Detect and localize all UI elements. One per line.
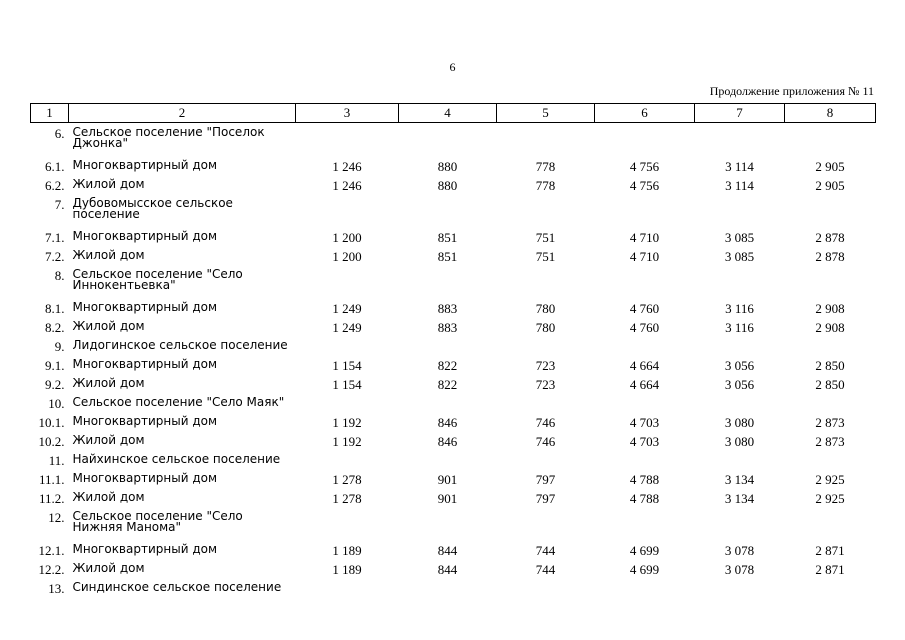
- row-value: 1 192: [332, 415, 362, 430]
- row-value: [595, 123, 695, 161]
- row-value: [595, 454, 695, 473]
- row-value: 2 878: [815, 230, 845, 245]
- row-value: 2 925: [815, 472, 845, 487]
- row-value: 4 699: [629, 543, 660, 558]
- row-value: 2 925: [815, 491, 845, 506]
- row-value: 3 114: [725, 178, 754, 193]
- row-value: 4 703: [629, 434, 660, 449]
- row-value: [595, 340, 695, 359]
- row-number: 13.: [48, 581, 65, 596]
- row-value: [785, 269, 876, 302]
- row-value: [296, 511, 399, 544]
- header-cell: 5: [497, 104, 595, 123]
- row-value: 778: [535, 159, 556, 174]
- row-value: [497, 397, 595, 416]
- row-value: 3 134: [724, 491, 755, 506]
- row-value: 2 905: [815, 159, 845, 174]
- row-value: 2 871: [815, 543, 845, 558]
- row-number: 6.2.: [45, 178, 65, 193]
- row-value: [695, 454, 785, 473]
- row-value: 2 871: [815, 562, 845, 577]
- data-table: [30, 103, 876, 601]
- row-value: 2 908: [815, 320, 845, 335]
- row-number: 9.2.: [45, 377, 65, 392]
- row-name: Сельское поселение "Село Нижняя Манома": [72, 509, 243, 534]
- row-value: 3 056: [724, 358, 755, 373]
- row-value: 2 878: [815, 249, 845, 264]
- row-name: Многоквартирный дом: [72, 542, 218, 556]
- row-number: 6.1.: [45, 159, 65, 174]
- row-value: 3 080: [724, 434, 755, 449]
- row-value: 1 189: [332, 543, 362, 558]
- row-value: [785, 340, 876, 359]
- row-value: 797: [535, 472, 556, 487]
- header-cell: 8: [785, 104, 876, 123]
- row-value: 1 246: [332, 178, 362, 193]
- row-value: 901: [437, 472, 458, 487]
- row-value: [695, 123, 785, 161]
- row-value: 4 703: [629, 415, 660, 430]
- row-name: Многоквартирный дом: [72, 471, 218, 485]
- row-value: 1 278: [332, 491, 362, 506]
- row-name: Жилой дом: [72, 561, 145, 575]
- row-number: 11.2.: [38, 491, 65, 506]
- row-value: 3 134: [724, 472, 755, 487]
- table-row: [31, 269, 876, 302]
- row-value: [695, 269, 785, 302]
- row-value: 1 192: [332, 434, 362, 449]
- row-value: 880: [437, 178, 458, 193]
- table-row: [31, 473, 876, 492]
- row-name: Многоквартирный дом: [72, 414, 218, 428]
- row-value: [695, 340, 785, 359]
- row-value: 744: [535, 562, 556, 577]
- row-value: [497, 123, 595, 161]
- row-value: [695, 511, 785, 544]
- table-row: [31, 359, 876, 378]
- row-value: 851: [437, 249, 458, 264]
- row-name: Синдинское сельское поселение: [72, 580, 282, 594]
- header-row: [31, 104, 876, 123]
- row-value: [296, 340, 399, 359]
- row-number: 8.: [54, 268, 65, 283]
- table-row: [31, 302, 876, 321]
- row-value: [497, 340, 595, 359]
- row-name: Сельское поселение "Село Иннокентьевка": [72, 267, 243, 292]
- row-value: 1 200: [332, 230, 362, 245]
- row-name: Жилой дом: [72, 433, 145, 447]
- row-value: 1 154: [332, 358, 362, 373]
- table-row: [31, 511, 876, 544]
- row-value: 751: [535, 230, 556, 245]
- row-number: 11.: [48, 453, 65, 468]
- row-value: [785, 123, 876, 161]
- row-value: [497, 511, 595, 544]
- row-number: 7.2.: [45, 249, 65, 264]
- row-value: 4 788: [629, 472, 660, 487]
- row-value: [399, 454, 497, 473]
- row-value: 1 189: [332, 562, 362, 577]
- row-value: 4 664: [629, 358, 660, 373]
- row-value: 846: [437, 415, 458, 430]
- row-value: 751: [535, 249, 556, 264]
- table-row: [31, 123, 876, 161]
- row-value: [296, 397, 399, 416]
- row-value: 797: [535, 491, 556, 506]
- row-number: 8.1.: [45, 301, 65, 316]
- row-value: 844: [437, 562, 458, 577]
- row-value: 846: [437, 434, 458, 449]
- row-value: [695, 397, 785, 416]
- row-name: Многоквартирный дом: [72, 229, 218, 243]
- row-value: 780: [535, 301, 556, 316]
- table-row: [31, 231, 876, 250]
- row-name: Многоквартирный дом: [72, 158, 218, 172]
- row-value: 880: [437, 159, 458, 174]
- table-body: [31, 123, 876, 602]
- row-value: 2 908: [815, 301, 845, 316]
- row-value: 3 056: [724, 377, 755, 392]
- row-value: 4 710: [629, 230, 660, 245]
- row-value: [595, 269, 695, 302]
- row-value: 778: [535, 178, 556, 193]
- row-name: Дубовомысское сельское поселение: [72, 196, 233, 221]
- row-value: [296, 454, 399, 473]
- row-number: 12.: [48, 510, 65, 525]
- row-value: [399, 397, 497, 416]
- header-cell: 4: [399, 104, 497, 123]
- row-name: Найхинское сельское поселение: [72, 452, 281, 466]
- row-name: Сельское поселение "Село Маяк": [72, 395, 285, 409]
- row-value: [785, 198, 876, 231]
- row-name: Сельское поселение "Поселок Джонка": [72, 125, 265, 150]
- row-value: [296, 582, 399, 601]
- row-value: [497, 269, 595, 302]
- row-value: 780: [535, 320, 556, 335]
- row-name: Жилой дом: [72, 319, 145, 333]
- row-value: 3 080: [724, 415, 755, 430]
- row-value: 1 249: [332, 301, 362, 316]
- table-row: [31, 544, 876, 563]
- row-value: 723: [535, 358, 556, 373]
- row-value: 883: [437, 301, 458, 316]
- row-value: [595, 511, 695, 544]
- row-value: [399, 511, 497, 544]
- row-value: [296, 198, 399, 231]
- row-value: [785, 397, 876, 416]
- row-value: 744: [535, 543, 556, 558]
- row-number: 7.1.: [45, 230, 65, 245]
- row-value: [595, 198, 695, 231]
- row-value: [497, 454, 595, 473]
- table-row: [31, 416, 876, 435]
- row-name: Жилой дом: [72, 376, 145, 390]
- row-value: 4 760: [629, 320, 660, 335]
- row-value: [296, 123, 399, 161]
- row-number: 6.: [54, 126, 65, 141]
- row-value: 1 246: [332, 159, 362, 174]
- row-value: 4 756: [629, 159, 660, 174]
- row-value: 4 756: [629, 178, 660, 193]
- table-row: [31, 582, 876, 601]
- row-value: 3 116: [725, 320, 754, 335]
- row-value: 3 114: [725, 159, 754, 174]
- row-name: Жилой дом: [72, 248, 145, 262]
- row-value: [399, 198, 497, 231]
- row-value: 3 078: [724, 562, 755, 577]
- row-value: [497, 582, 595, 601]
- row-value: 883: [437, 320, 458, 335]
- row-name: Лидогинское сельское поселение: [72, 338, 288, 352]
- row-value: 4 788: [629, 491, 660, 506]
- row-value: 3 078: [724, 543, 755, 558]
- row-value: 3 085: [724, 249, 755, 264]
- header-cell: 1: [31, 104, 69, 123]
- row-value: 1 278: [332, 472, 362, 487]
- page-number: 6: [449, 60, 456, 74]
- row-number: 10.: [48, 396, 65, 411]
- row-value: 1 154: [332, 377, 362, 392]
- row-value: 746: [535, 415, 556, 430]
- row-value: [399, 123, 497, 161]
- row-value: [595, 582, 695, 601]
- table-row: [31, 198, 876, 231]
- row-value: [399, 269, 497, 302]
- row-value: 2 873: [815, 434, 845, 449]
- row-value: [296, 269, 399, 302]
- row-value: [595, 397, 695, 416]
- row-value: 3 085: [724, 230, 755, 245]
- row-value: [399, 582, 497, 601]
- row-number: 12.1.: [38, 543, 65, 558]
- row-number: 12.2.: [38, 562, 65, 577]
- row-value: [785, 511, 876, 544]
- row-number: 8.2.: [45, 320, 65, 335]
- continuation-label: Продолжение приложения № 11: [709, 84, 874, 98]
- row-value: 2 905: [815, 178, 845, 193]
- row-number: 9.1.: [45, 358, 65, 373]
- row-value: 1 200: [332, 249, 362, 264]
- row-value: 822: [437, 377, 458, 392]
- row-value: 1 249: [332, 320, 362, 335]
- table-row: [31, 160, 876, 179]
- row-name: Многоквартирный дом: [72, 300, 218, 314]
- row-value: 4 699: [629, 562, 660, 577]
- row-value: 746: [535, 434, 556, 449]
- row-value: [399, 340, 497, 359]
- row-value: [695, 582, 785, 601]
- row-number: 9.: [54, 339, 65, 354]
- row-value: 4 710: [629, 249, 660, 264]
- row-value: 2 873: [815, 415, 845, 430]
- row-value: 4 760: [629, 301, 660, 316]
- row-value: 851: [437, 230, 458, 245]
- row-value: 3 116: [725, 301, 754, 316]
- row-value: 4 664: [629, 377, 660, 392]
- header-cell: 6: [595, 104, 695, 123]
- row-number: 7.: [54, 197, 65, 212]
- row-value: 2 850: [815, 358, 845, 373]
- row-value: [785, 454, 876, 473]
- row-name: Жилой дом: [72, 177, 145, 191]
- row-value: 2 850: [815, 377, 845, 392]
- header-cell: 7: [695, 104, 785, 123]
- row-value: 723: [535, 377, 556, 392]
- row-number: 11.1.: [38, 472, 65, 487]
- row-value: [497, 198, 595, 231]
- row-value: 844: [437, 543, 458, 558]
- row-name: Жилой дом: [72, 490, 145, 504]
- row-number: 10.1.: [38, 415, 65, 430]
- row-value: 901: [437, 491, 458, 506]
- row-value: 822: [437, 358, 458, 373]
- row-value: [785, 582, 876, 601]
- header-cell: 2: [69, 104, 296, 123]
- row-name: Многоквартирный дом: [72, 357, 218, 371]
- header-cell: 3: [296, 104, 399, 123]
- row-number: 10.2.: [38, 434, 65, 449]
- row-value: [695, 198, 785, 231]
